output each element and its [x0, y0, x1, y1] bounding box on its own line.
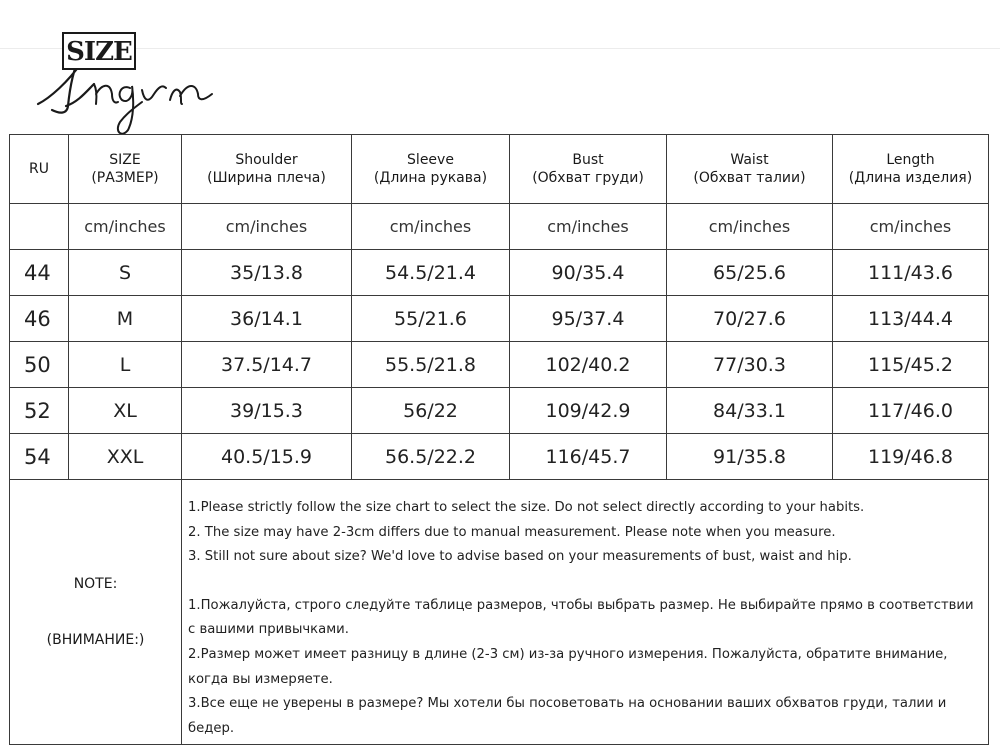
note-ru-line: 2.Размер может имеет разницу в длине (2-3 см) из-за ручного измерения. Пожалуйста, обратите внимание,: [188, 646, 948, 662]
unit-cell: [10, 204, 69, 250]
bust-cell: 102/40.2: [510, 342, 667, 388]
bust-cell: 95/37.4: [510, 296, 667, 342]
waist-cell: 91/35.8: [667, 434, 833, 480]
header-shoulder: Shoulder (Ширина плеча): [182, 135, 352, 204]
unit-cell: cm/inches: [69, 204, 182, 250]
header-row: [10, 135, 989, 204]
shoulder-cell: 39/15.3: [182, 388, 352, 434]
ru-size-cell: 50: [10, 342, 69, 388]
size-cell: XXL: [69, 434, 182, 480]
sleeve-cell: 56.5/22.2: [352, 434, 510, 480]
note-en-line: 1.Please strictly follow the size chart to select the size. Do not select directly according to your habits.: [188, 500, 865, 515]
bust-cell: 109/42.9: [510, 388, 667, 434]
note-row: [10, 480, 989, 745]
sleeve-cell: 55.5/21.8: [352, 342, 510, 388]
note-en-line: 3. Still not sure about size? We'd love to advise based on your measurements of bust, waist and hip.: [188, 549, 852, 565]
header-waist: Waist (Обхват талии): [667, 135, 833, 204]
ru-size-cell: 52: [10, 388, 69, 434]
sleeve-cell: 54.5/21.4: [352, 250, 510, 296]
ru-size-cell: 54: [10, 434, 69, 480]
shoulder-cell: 35/13.8: [182, 250, 352, 296]
header-size: SIZE (РАЗМЕР): [69, 135, 182, 204]
length-cell: 117/46.0: [833, 388, 989, 434]
shoulder-cell: 40.5/15.9: [182, 434, 352, 480]
waist-cell: 70/27.6: [667, 296, 833, 342]
length-cell: 113/44.4: [833, 296, 989, 342]
bust-cell: 90/35.4: [510, 250, 667, 296]
size-cell: XL: [69, 388, 182, 434]
sleeve-cell: 56/22: [352, 388, 510, 434]
note-label-en: NOTE:: [73, 576, 118, 592]
header-ru: RU: [10, 135, 69, 204]
bust-cell: 116/45.7: [510, 434, 667, 480]
waist-cell: 77/30.3: [667, 342, 833, 388]
shoulder-cell: 36/14.1: [182, 296, 352, 342]
note-ru-line: 3.Все еще не уверены в размере? Мы хотели бы посоветовать на основании ваших обхватов груди, талии и бедер.: [188, 696, 947, 736]
waist-cell: 84/33.1: [667, 388, 833, 434]
brand-logo: [30, 22, 250, 142]
length-cell: 111/43.6: [833, 250, 989, 296]
size-cell: M: [69, 296, 182, 342]
length-cell: 115/45.2: [833, 342, 989, 388]
header-sleeve: Sleeve (Длина рукава): [352, 135, 510, 204]
ru-size-cell: 44: [10, 250, 69, 296]
table-row: [10, 388, 989, 434]
table-row: [10, 342, 989, 388]
size-chart-table: [9, 134, 989, 745]
table-row: [10, 434, 989, 480]
units-row: [10, 204, 989, 250]
note-ru-line: 1.Пожалуйста, строго следуйте таблице размеров, чтобы выбрать размер. Не выбирайте прямо в соответствии: [188, 597, 974, 613]
note-label-ru: (ВНИМАНИЕ:): [46, 632, 145, 648]
table-row: [10, 250, 989, 296]
unit-cell: cm/inches: [667, 204, 833, 250]
notes-cell: [182, 480, 989, 745]
logo-size-box: [62, 32, 136, 70]
header-length: Length (Длина изделия): [833, 135, 989, 204]
size-cell: L: [69, 342, 182, 388]
note-ru-line: с вашими привычками.: [188, 622, 349, 638]
waist-cell: 65/25.6: [667, 250, 833, 296]
unit-cell: cm/inches: [833, 204, 989, 250]
ru-size-cell: 46: [10, 296, 69, 342]
note-en-line: 2. The size may have 2-3cm differs due to manual measurement. Please note when you measure.: [188, 524, 836, 540]
note-ru-line: когда вы измеряете.: [188, 671, 333, 687]
shoulder-cell: 37.5/14.7: [182, 342, 352, 388]
size-cell: S: [69, 250, 182, 296]
header-bust: Bust (Обхват груди): [510, 135, 667, 204]
unit-cell: cm/inches: [182, 204, 352, 250]
logo-size-text: SIZE: [66, 37, 132, 67]
sleeve-cell: 55/21.6: [352, 296, 510, 342]
unit-cell: cm/inches: [352, 204, 510, 250]
unit-cell: cm/inches: [510, 204, 667, 250]
table-row: [10, 296, 989, 342]
length-cell: 119/46.8: [833, 434, 989, 480]
note-label-cell: [10, 480, 182, 745]
